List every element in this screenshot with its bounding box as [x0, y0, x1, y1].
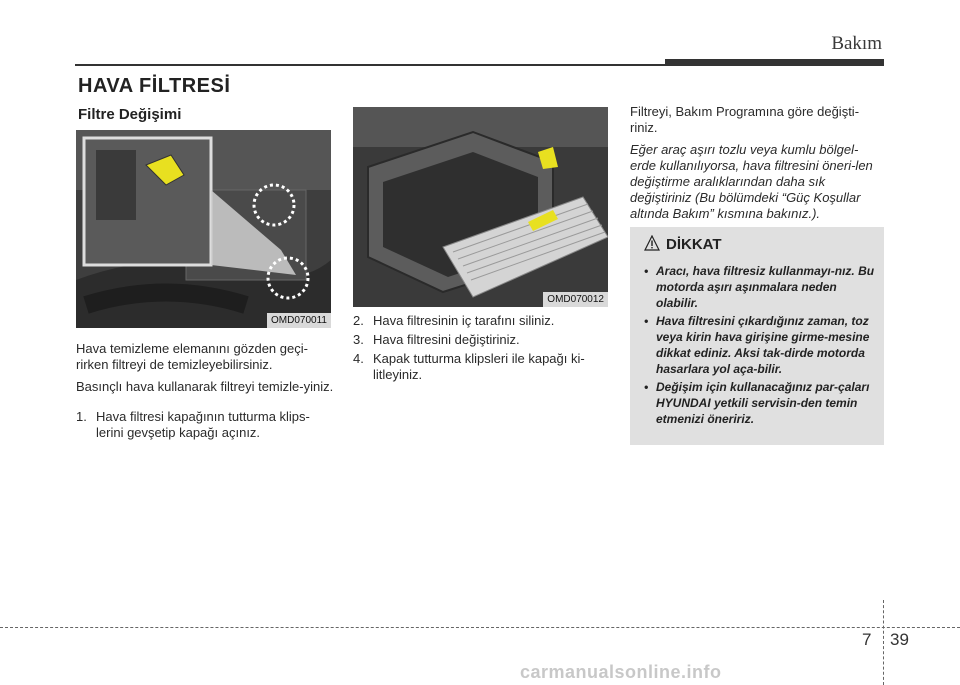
step-number: 1.: [76, 409, 87, 424]
caution-item-text: Hava filtresini çıkardığınız zaman, toz veya kirin hava girişine girme-mesine dikkat ediniz. Aksi tak-dirde motorda hasarlara yol aça-bilir.: [656, 314, 870, 376]
footer-divider: [0, 627, 960, 628]
column-3-text: [630, 104, 884, 228]
caution-item: [644, 379, 876, 427]
bullet: •: [644, 264, 649, 278]
chapter-title: Bakım: [831, 33, 882, 54]
sub-title: Filtre Değişimi: [78, 106, 182, 123]
photo-2-caption: OMD070012: [543, 292, 608, 307]
photo-1-caption: OMD070011: [267, 313, 331, 328]
header-rule: [75, 64, 665, 66]
bullet: •: [644, 380, 649, 394]
page-number-divider: [883, 600, 884, 685]
column-1-text: [76, 341, 334, 444]
paragraph: Filtreyi, Bakım Programına göre değişti-riniz.: [630, 104, 860, 135]
step-number: 4.: [353, 351, 364, 366]
step-item: [353, 351, 608, 383]
step-item: [353, 332, 608, 348]
caution-item: [644, 263, 876, 311]
paragraph: Hava temizleme elemanını gözden geçi-rirken filtreyi de temizleyebilirsiniz.: [76, 341, 308, 372]
warning-icon: [644, 235, 660, 251]
chapter-number: 7: [862, 630, 872, 649]
step-text: Hava filtresi kapağının tutturma klips-lerini gevşetip kapağı açınız.: [96, 409, 310, 440]
step-text: Kapak tutturma klipsleri ile kapağı ki-litleyiniz.: [373, 351, 585, 382]
engine-photo-1: [76, 130, 331, 328]
step-number: 3.: [353, 332, 364, 347]
page-number: 39: [890, 630, 909, 649]
engine-photo-2-illustration: [353, 107, 608, 307]
step-number: 2.: [353, 313, 364, 328]
engine-photo-2: [353, 107, 608, 307]
step-item: [76, 409, 334, 441]
watermark: carmanualsonline.info: [520, 662, 722, 682]
caution-heading: [644, 235, 722, 253]
caution-item-text: Aracı, hava filtresiz kullanmayı-nız. Bu motorda aşırı aşınmalara neden olabilir.: [656, 264, 875, 310]
step-text: Hava filtresinin iç tarafını siliniz.: [373, 313, 555, 328]
column-2-text: [353, 313, 608, 386]
engine-photo-1-illustration: [76, 130, 331, 328]
paragraph: Basınçlı hava kullanarak filtreyi temizle-yiniz.: [76, 379, 334, 394]
header-rule-accent: [665, 59, 884, 66]
paragraph-italic: Eğer araç aşırı tozlu veya kumlu bölgel-erde kullanılıyorsa, hava filtresini öneri-len değiştirme aralıklarından daha sık değiştiriniz (Bu bölümdeki “Güç Koşullar altında Bakım” kısmına bakınız.).: [630, 142, 873, 221]
caution-item-text: Değişim için kullanacağınız par-çaları HYUNDAI yetkili servisin-den temin etmenizi öneririz.: [656, 380, 870, 426]
caution-list: [644, 263, 876, 429]
section-title: HAVA FİLTRESİ: [78, 75, 231, 97]
step-item: [353, 313, 608, 329]
bullet: •: [644, 314, 649, 328]
caution-box: [630, 227, 884, 445]
step-text: Hava filtresini değiştiriniz.: [373, 332, 520, 347]
caution-heading-text: DİKKAT: [666, 236, 722, 253]
caution-item: [644, 313, 876, 377]
